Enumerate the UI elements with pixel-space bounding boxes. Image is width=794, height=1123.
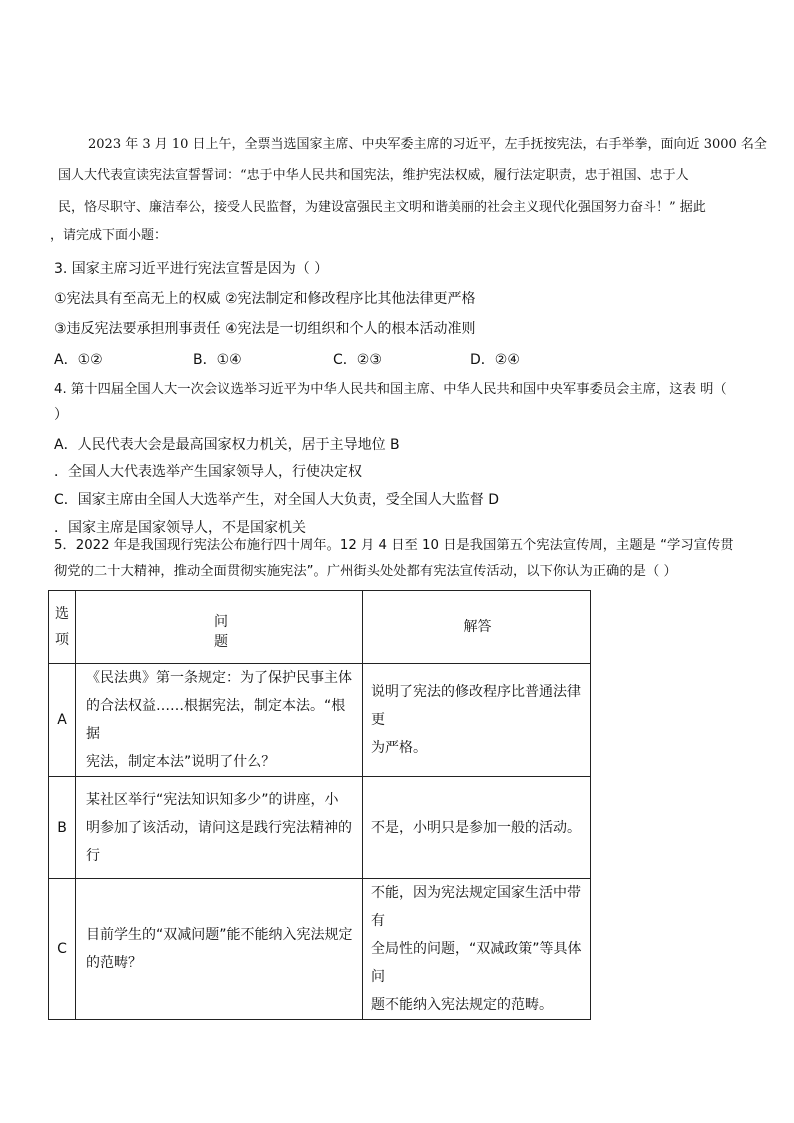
- table-row: [49, 879, 591, 1020]
- row-c-question: [76, 879, 363, 1020]
- row-a-question-line: 宪法，制定本法”说明了什么？: [86, 754, 276, 770]
- q3-choice-c[interactable]: C．②③: [333, 352, 382, 368]
- q3-statements-1: ①宪法具有至高无上的权威 ②宪法制定和修改程序比其他法律更严格: [54, 291, 476, 307]
- row-b-question-line: 行: [86, 847, 100, 864]
- passage-line-1: 2023 年 3 月 10 日上午，全票当选国家主席、中央军委主席的习近平，左手抚按宪法，右手举拳，面向近 3000 名全: [88, 137, 767, 152]
- q3-choice-d[interactable]: D．②④: [470, 352, 520, 368]
- q4-stem: 4. 第十四届全国人大一次会议选举习近平为中华人民共和国主席、中华人民共和国中央军事委员会主席，这表 明（: [54, 382, 727, 397]
- header-question-line-1: 问: [214, 614, 228, 630]
- q4-choice-a[interactable]: A．人民代表大会是最高国家权力机关，居于主导地位 B: [54, 437, 400, 453]
- row-b-answer-line: 不是，小明只是参加一般的活动。: [371, 819, 581, 836]
- q5-stem-2: 彻党的二十大精神，推动全面贯彻实施宪法”。广州街头处处都有宪法宣传活动，以下你认为正确的是（ ）: [54, 564, 677, 579]
- table-row: [49, 777, 591, 879]
- row-a-question-line: 《民法典》第一条规定：为了保护民事主体: [86, 670, 352, 686]
- q5-table: [48, 590, 591, 1020]
- q3-stem: 3. 国家主席习近平进行宪法宣誓是因为（ ）: [54, 261, 329, 277]
- row-c-question-line: 的范畴？: [86, 955, 142, 971]
- passage-line-4: ，请完成下面小题：: [50, 228, 168, 243]
- q4-choice-c[interactable]: C．国家主席由全国人大选举产生，对全国人大负责，受全国人大监督 D: [54, 492, 500, 508]
- row-a-option: A: [49, 664, 76, 777]
- header-question-line-2: 题: [214, 634, 228, 650]
- row-c-answer-line: 不能，因为宪法规定国家生活中带有: [371, 885, 581, 929]
- row-c-answer-line: 题不能纳入宪法规定的范畴。: [371, 997, 553, 1013]
- q3-statements-2: ③违反宪法要承担刑事责任 ④宪法是一切组织和个人的根本活动准则: [54, 321, 476, 337]
- row-a-question: [76, 664, 363, 777]
- q4-choice-b[interactable]: ．全国人大代表选举产生国家领导人，行使决定权: [54, 464, 362, 480]
- row-b-option: B: [49, 777, 76, 879]
- header-question: [76, 591, 363, 664]
- row-b-question-line: 某社区举行“宪法知识知多少”的讲座，小: [86, 791, 339, 808]
- row-b-question-line: 明参加了该活动，请问这是践行宪法精神的: [86, 819, 352, 836]
- passage-line-2: 国人大代表宣读宪法宣誓誓词：“忠于中华人民共和国宪法，维护宪法权威，履行法定职责，忠于祖国、忠于人: [58, 168, 689, 183]
- q5-stem-1: 5．2022 年是我国现行宪法公布施行四十周年。12 月 4 日至 10 日是我国第五个宪法宣传周，主题是 “学习宣传贯: [54, 538, 734, 553]
- q4-choice-d[interactable]: ．国家主席是国家领导人，不是国家机关: [54, 520, 306, 536]
- row-a-question-line: 的合法权益……根据宪法，制定本法。“根据: [86, 698, 346, 742]
- row-c-option: C: [49, 879, 76, 1020]
- header-answer-label: 解答: [463, 619, 492, 635]
- row-b-question: [76, 777, 363, 879]
- row-a-answer: [363, 664, 591, 777]
- table-row: [49, 664, 591, 777]
- row-c-answer-line: 全局性的问题，“双减政策”等具体问: [371, 941, 582, 985]
- header-option: [49, 591, 76, 664]
- q3-choice-b[interactable]: B．①④: [193, 352, 242, 368]
- row-c-answer: [363, 879, 591, 1020]
- row-a-answer-line: 说明了宪法的修改程序比普通法律更: [371, 684, 581, 728]
- q4-stem-tail: ）: [54, 407, 68, 423]
- header-answer: [363, 591, 591, 664]
- table-header-row: [49, 591, 591, 664]
- row-b-answer: [363, 777, 591, 879]
- q3-choice-a[interactable]: A．①②: [54, 352, 103, 368]
- header-option-line-2: 项: [55, 632, 69, 648]
- passage-line-3: 民，恪尽职守、廉洁奉公，接受人民监督，为建设富强民主文明和谐美丽的社会主义现代化强国努力奋斗！” 据此: [58, 200, 706, 215]
- row-a-answer-line: 为严格。: [371, 740, 427, 756]
- row-c-question-line: 目前学生的“双减问题”能不能纳入宪法规定: [86, 927, 353, 943]
- header-option-line-1: 选: [55, 606, 69, 622]
